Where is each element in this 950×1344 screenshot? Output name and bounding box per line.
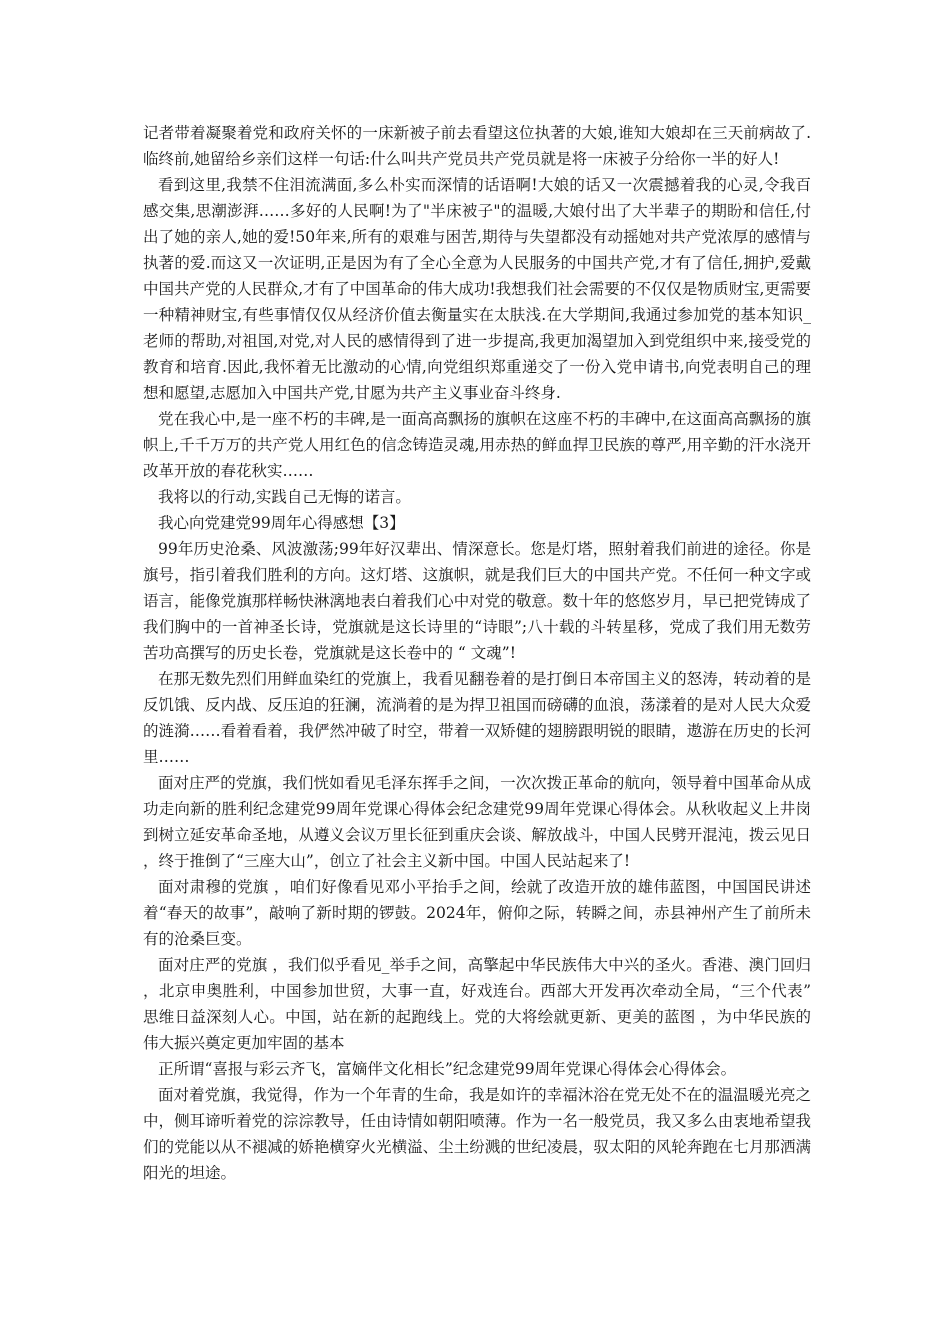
paragraph-12: 面对着党旗，我觉得，作为一个年青的生命，我是如许的幸福沐浴在党无处不在的温温暖光亮之中，侧耳谛听着党的淙淙教导，任由诗情如朝阳喷薄。作为一名一般党员，我又多么由衷地希望我们的党能以从不褪减的娇艳横穿火光横溢、尘土纷溅的世纪凌晨，驭太阳的风轮奔跑在七月那洒满阳光的坦途。 [143,1086,811,1182]
section-heading: 我心向党建党99周年心得感想【3】 [158,514,405,532]
paragraph-8: 面对庄严的党旗，我们恍如看见毛泽东挥手之间，一次次拨正革命的航向，领导着中国革命从成功走向新的胜利纪念建党99周年党课心得体会纪念建党99周年党课心得体会。从秋收起义上井岗到树立延安革命圣地，从遵义会议万里长征到重庆会谈、解放战斗，中国人民劈开混沌，拨云见日，终于推倒了“三座大山”，创立了社会主义新中国。中国人民站起来了! [143,774,811,870]
paragraph-1: 记者带着凝聚着党和政府关怀的一床新被子前去看望这位执著的大娘,谁知大娘却在三天前病故了.临终前,她留给乡亲们这样一句话:什么叫共产党员共产党员就是将一床被子分给你一半的好人! [143,124,811,168]
document-page [143,120,811,1186]
paragraph-6: 99年历史沧桑、风波激荡;99年好汉辈出、情深意长。您是灯塔，照射着我们前进的途径。你是旗号，指引着我们胜利的方向。这灯塔、这旗帜，就是我们巨大的中国共产党。不任何一种文字或语言，能像党旗那样畅快淋漓地表白着我们心中对党的敬意。数十年的悠悠岁月，早已把党铸成了我们胸中的一首神圣长诗，党旗就是这长诗里的“诗眼”;八十载的斗转星移，党成了我们用无数劳苦功高撰写的历史长卷，党旗就是这长卷中的 “ 文魂”! [143,540,811,662]
paragraph-3: 党在我心中,是一座不朽的丰碑,是一面高高飘扬的旗帜在这座不朽的丰碑中,在这面高高飘扬的旗帜上,千千万万的共产党人用红色的信念铸造灵魂,用赤热的鲜血捍卫民族的尊严,用辛勤的汗水浇开改革开放的春花秋实…… [143,410,811,480]
paragraph-7: 在那无数先烈们用鲜血染红的党旗上，我看见翻卷着的是打倒日本帝国主义的怒涛，转动着的是反饥饿、反内战、反压迫的狂澜，流淌着的是为捍卫祖国而磅礴的血浪，荡漾着的是对人民大众爱的涟漪……看着看着，我俨然冲破了时空，带着一双矫健的翅膀跟明锐的眼睛，遨游在历史的长河里…… [143,670,811,766]
paragraph-9: 面对肃穆的党旗 ，咱们好像看见邓小平抬手之间，绘就了改造开放的雄伟蓝图，中国国民讲述着“春天的故事”，敲响了新时期的锣鼓。2024年，俯仰之际，转瞬之间，赤县神州产生了前所未有的沧桑巨变。 [143,878,811,948]
paragraph-10: 面对庄严的党旗 ，我们似乎看见_举手之间，高擎起中华民族伟大中兴的圣火。香港、澳门回归，北京申奥胜利，中国参加世贸，大事一直，好戏连台。西部大开发再次牵动全局，“三个代表” 思维日益深刻人心。中国，站在新的起跑线上。党的大将绘就更新、更美的蓝图 ，为中华民族的伟大振兴奠定更加牢固的基本 [143,956,811,1052]
paragraph-4: 我将以的行动,实践自己无悔的诺言。 [158,488,411,506]
paragraph-11: 正所谓“喜报与彩云齐飞，富嫡伴文化相长”纪念建党99周年党课心得体会心得体会。 [158,1060,737,1078]
paragraph-2: 看到这里,我禁不住泪流满面,多么朴实而深情的话语啊!大娘的话又一次震撼着我的心灵,令我百感交集,思潮澎湃……多好的人民啊!为了"半床被子"的温暖,大娘付出了大半辈子的期盼和信任,付出了她的亲人,她的爱!50年来,所有的艰难与困苦,期待与失望都没有动摇她对共产党浓厚的感情与执著的爱.而这又一次证明,正是因为有了全心全意为人民服务的中国共产党,才有了信任,拥护,爱戴中国共产党的人民群众,才有了中国革命的伟大成功!我想我们社会需要的不仅仅是物质财宝,更需要一种精神财宝,有些事情仅仅从经济价值去衡量实在太肤浅.在大学期间,我通过参加党的基本知识_老师的帮助,对祖国,对党,对人民的感情得到了进一步提高,我更加渴望加入到党组织中来,接受党的教育和培育.因此,我怀着无比激动的心情,向党组织郑重递交了一份入党申请书,向党表明自己的理想和愿望,志愿加入中国共产党,甘愿为共产主义事业奋斗终身. [143,176,811,402]
